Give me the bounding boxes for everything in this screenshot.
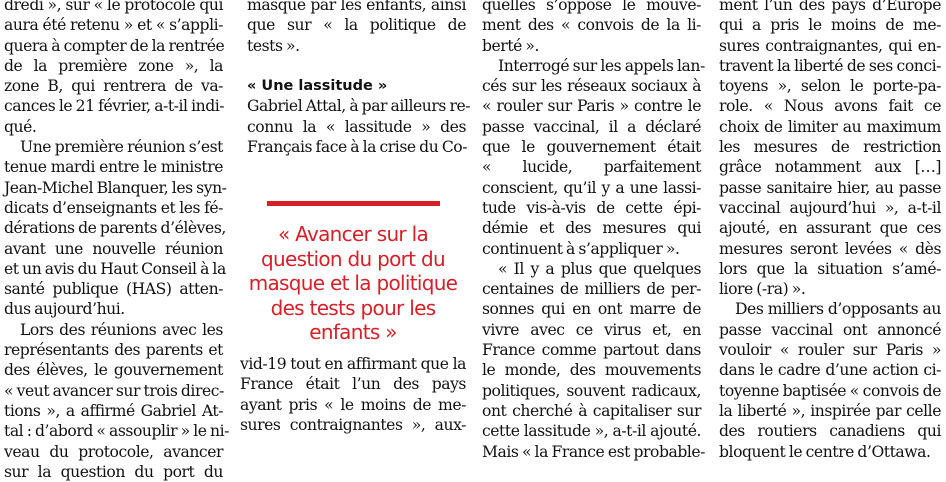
- article-column-3: [482, 0, 706, 462]
- article-column-4: [719, 0, 941, 462]
- text-line: cés sur les réseaux sociaux à: [482, 77, 701, 96]
- text-line: tions », a affirmé Gabriel At-: [4, 401, 223, 420]
- pull-quote-line: des tests pour les: [270, 295, 436, 320]
- paragraph-gap: [247, 56, 466, 76]
- text-line: des élèves, le gouvernement: [4, 361, 223, 380]
- text-line: qui a pris le moins de me-: [719, 16, 941, 35]
- pull-quote-line: question du port du: [261, 246, 445, 271]
- text-line: vaccinal aujourd’hui », a-t-il: [719, 198, 941, 217]
- text-line: toyens », selon le porte-pa-: [719, 77, 941, 96]
- text-line: avant une nouvelle réunion: [4, 239, 223, 258]
- text-line: Interrogé sur les appels lan-: [498, 56, 705, 75]
- text-line: tude vis-à-vis de cette épi-: [482, 198, 701, 217]
- pull-quote-rule: [267, 201, 440, 206]
- text-line: politiques, souvent radicaux,: [482, 381, 701, 400]
- text-line: lors que la situation s’amé-: [719, 259, 941, 278]
- text-line: représentants des parents et: [4, 341, 223, 360]
- text-line: zone B, qui rentrera de va-: [4, 77, 223, 96]
- text-line: Gabriel Attal, à par ailleurs re-: [247, 97, 471, 116]
- text-line: Jean-Michel Blanquer, les syn-: [4, 178, 227, 197]
- text-line: Lors des réunions avec les: [20, 320, 223, 339]
- text-line: « veut avancer sur trois direc-: [4, 381, 224, 400]
- text-line: connu la « lassitude » des: [247, 117, 466, 136]
- article-column-1: [4, 0, 229, 482]
- text-line: sur la question du port du: [4, 462, 223, 481]
- text-line: passe sanitaire hier, au passe: [719, 178, 941, 197]
- text-line: la liberté », inspirée par celle: [719, 401, 941, 420]
- pull-quote-line: « Avancer sur la: [277, 222, 429, 246]
- text-line: et un avis du Haut Conseil à la: [4, 259, 226, 278]
- text-line: quelles s’oppose le mouve-: [482, 0, 701, 14]
- pull-quote-line: enfants »: [309, 320, 397, 345]
- article-column-2-continued: [240, 354, 466, 435]
- text-line: France était l’un des pays: [240, 375, 466, 394]
- text-line: tests ».: [247, 36, 300, 55]
- article-column-2: [247, 0, 471, 157]
- text-line: quera à compter de la rentrée: [4, 36, 225, 55]
- text-line: sonnes qui en ont marre de: [482, 300, 701, 319]
- text-line: tal : d’abord « assouplir » le ni-: [4, 422, 229, 441]
- text-line: masque par les enfants, ainsi: [247, 0, 466, 14]
- text-line: Des milliers d’opposants au: [735, 300, 941, 319]
- text-line: travent la liberté de ses conci-: [719, 56, 941, 75]
- text-line: vid-19 tout en affirmant que la: [240, 355, 466, 373]
- text-line: ment l’un des pays d’Europe: [719, 0, 941, 14]
- text-line: choix de limiter au maximum: [719, 117, 941, 136]
- text-line: de la première zone », la: [4, 56, 223, 75]
- text-line: ajouté, en assurant que ces: [719, 219, 941, 238]
- text-line: sures contraignantes, qui en-: [719, 36, 941, 55]
- text-line: veau du protocole, avancer: [4, 442, 223, 461]
- text-line: toyenne baptisée « convois de: [719, 381, 941, 400]
- pull-quote-line: masque et la politique: [248, 271, 458, 296]
- text-line: Mais « la France est probable-: [482, 442, 706, 461]
- text-line: mesures seront levées « dès: [719, 239, 941, 258]
- text-line: vouloir « rouler sur Paris »: [719, 341, 941, 360]
- text-line: santé publique (HAS) atten-: [4, 280, 223, 299]
- text-line: les mesures de restriction: [719, 138, 941, 157]
- text-line: liore (-ra) ».: [719, 280, 806, 299]
- text-line: dicats d’enseignants et les fé-: [4, 198, 223, 217]
- text-line: cette lassitude », a-t-il ajouté.: [482, 422, 701, 441]
- text-line: vivre avec ce virus et, en: [482, 320, 701, 339]
- text-line: bloquent le centre d’Ottawa.: [719, 442, 931, 461]
- text-line: dus aujourd’hui.: [4, 300, 125, 319]
- text-line: que le gouvernement était: [482, 138, 701, 157]
- text-line: ont cherché à capitaliser sur: [482, 401, 701, 420]
- text-line: démie et des mesures qui: [482, 219, 701, 238]
- text-line: France comme partout dans: [482, 341, 701, 360]
- text-line: grâce notamment aux […]: [719, 158, 941, 177]
- text-line: aura été retenu » et « s’appli-: [4, 16, 223, 35]
- text-line: ayant pris « le moins de me-: [240, 395, 466, 414]
- text-line: Une première réunion s’est: [20, 138, 223, 157]
- text-line: des routiers canadiens qui: [719, 422, 941, 441]
- text-line: passe vaccinal ont annoncé: [719, 320, 941, 339]
- text-line: conscient, qu’il y a une lassi-: [482, 178, 701, 197]
- text-line: dredi », sur « le protocole qui: [4, 0, 223, 14]
- text-line: ment des « convois de la li-: [482, 16, 701, 35]
- text-line: le monde, des mouvements: [482, 361, 701, 380]
- text-line: continuent à s’appliquer ».: [482, 239, 680, 258]
- text-line: qué.: [4, 117, 37, 136]
- text-line: Français face à la crise du Co-: [247, 138, 468, 157]
- pull-quote: [240, 222, 466, 345]
- text-line: sures contraignantes », aux-: [240, 415, 466, 434]
- text-line: dérations de parents d’élèves,: [4, 219, 226, 238]
- text-line: tenue mardi entre le ministre: [4, 158, 223, 177]
- subheading: « Une lassitude »: [247, 78, 388, 95]
- text-line: centaines de milliers de per-: [482, 280, 701, 299]
- text-line: passe vaccinal, il a déclaré: [482, 117, 701, 136]
- text-line: dans le cadre d’une action ci-: [719, 361, 941, 380]
- text-line: role. « Nous avons fait ce: [719, 97, 941, 116]
- text-line: « Il y a plus que quelques: [498, 259, 701, 278]
- text-line: cances le 21 février, a-t-il indi-: [4, 97, 225, 116]
- text-line: « rouler sur Paris » contre le: [482, 97, 701, 116]
- text-line: que sur « la politique de: [247, 16, 466, 35]
- text-line: berté ».: [482, 36, 540, 55]
- text-line: « lucide, parfaitement: [482, 158, 701, 177]
